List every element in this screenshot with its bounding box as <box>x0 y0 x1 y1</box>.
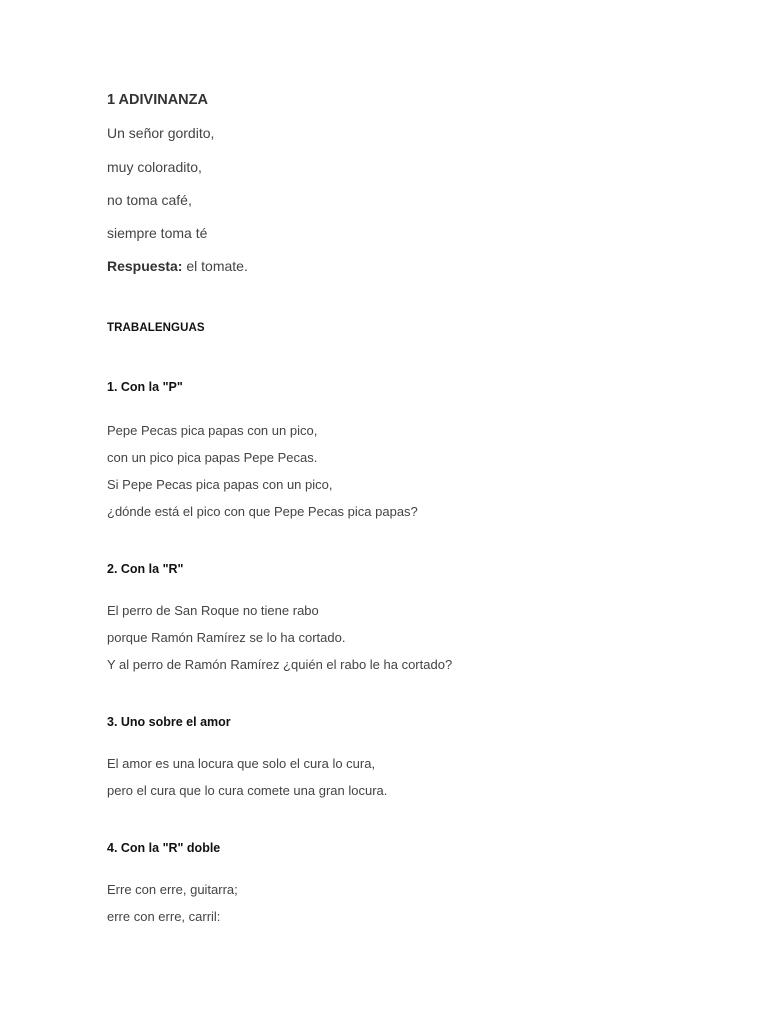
twister-heading: 3. Uno sobre el amor <box>107 715 231 729</box>
twister-line: Y al perro de Ramón Ramírez ¿quién el rabo le ha cortado? <box>107 657 453 672</box>
twister-line: Si Pepe Pecas pica papas con un pico, <box>107 477 333 492</box>
riddle-title: 1 ADIVINANZA <box>107 92 208 108</box>
twister-line: Pepe Pecas pica papas con un pico, <box>107 423 318 438</box>
twister-line: erre con erre, carril: <box>107 909 221 924</box>
twister-line: porque Ramón Ramírez se lo ha cortado. <box>107 630 346 645</box>
twister-line: El perro de San Roque no tiene rabo <box>107 603 319 618</box>
twister-line: El amor es una locura que solo el cura lo cura, <box>107 756 376 771</box>
twister-heading: 2. Con la "R" <box>107 562 184 576</box>
riddle-line: Un señor gordito, <box>107 125 215 141</box>
answer-text: el tomate. <box>182 258 248 274</box>
twister-heading: 1. Con la "P" <box>107 380 183 394</box>
twister-heading: 4. Con la "R" doble <box>107 841 221 855</box>
twister-line: Erre con erre, guitarra; <box>107 882 238 897</box>
twister-line: con un pico pica papas Pepe Pecas. <box>107 450 318 465</box>
section-title: TRABALENGUAS <box>107 322 205 334</box>
twister-line: pero el cura que lo cura comete una gran locura. <box>107 783 388 798</box>
twister-line: ¿dónde está el pico con que Pepe Pecas pica papas? <box>107 504 418 519</box>
riddle-answer <box>107 258 248 274</box>
answer-label: Respuesta: <box>107 258 183 274</box>
riddle-line: muy coloradito, <box>107 159 202 175</box>
riddle-line: no toma café, <box>107 192 192 208</box>
riddle-line: siempre toma té <box>107 225 208 241</box>
